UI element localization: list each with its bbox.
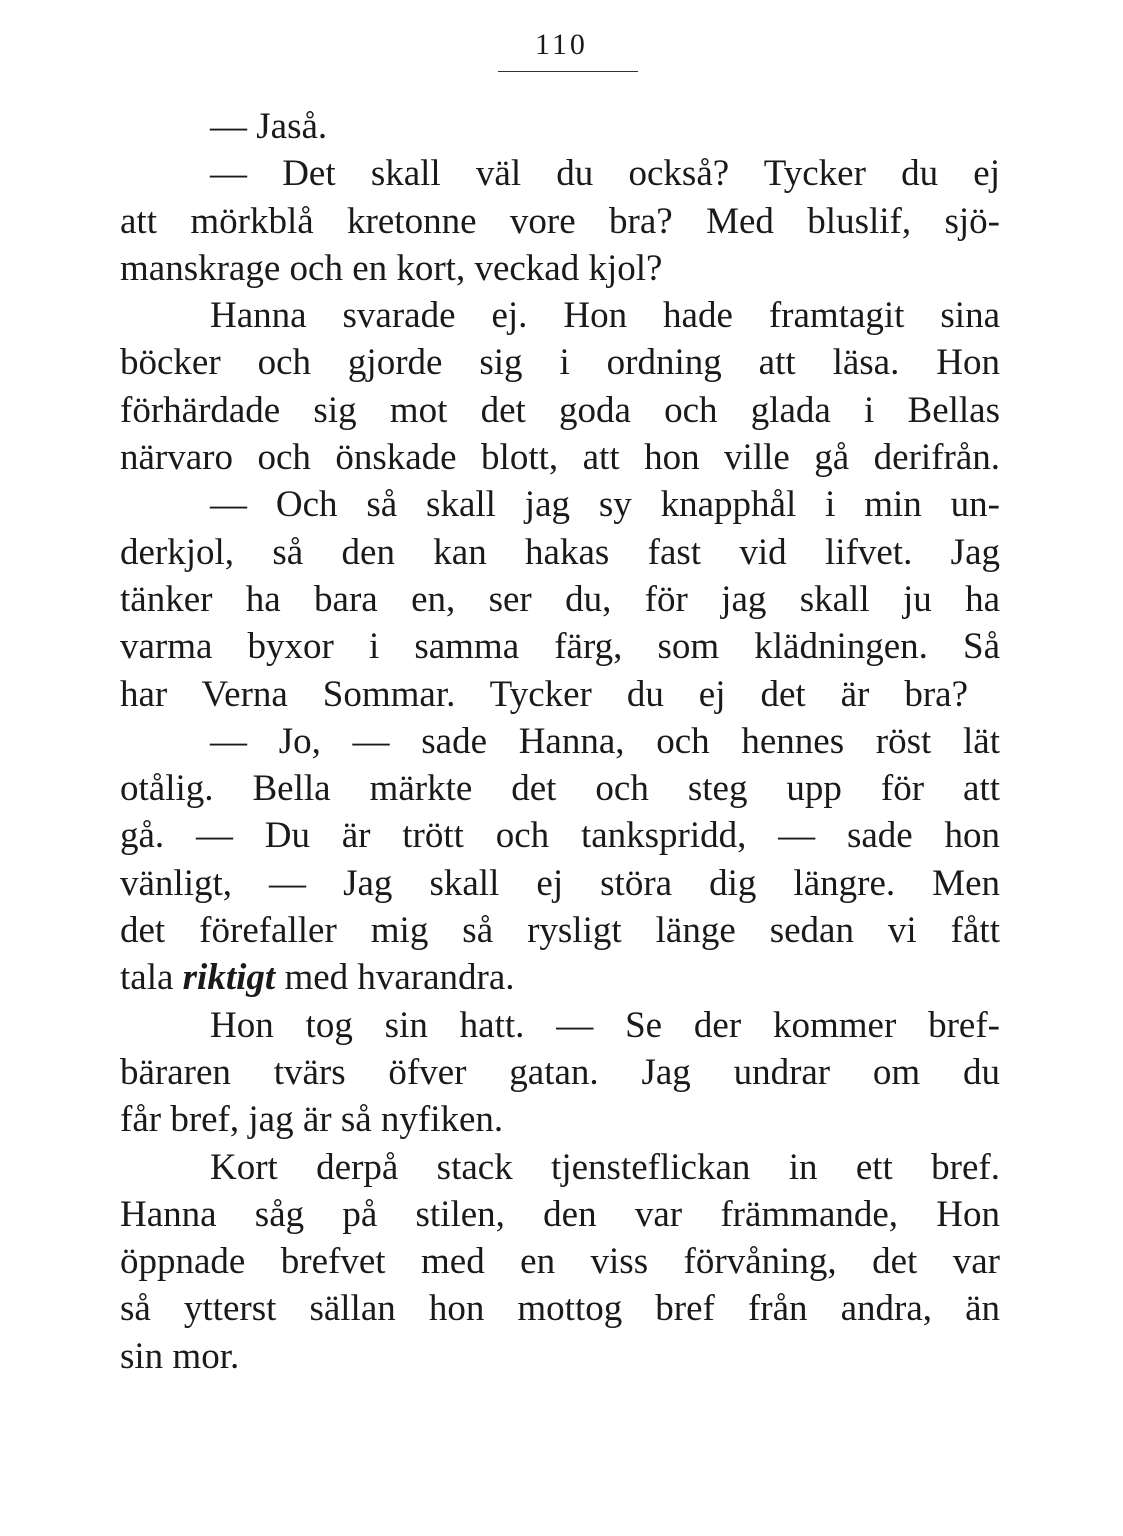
text-line: får bref, jag är så nyfiken. bbox=[120, 1099, 504, 1141]
text-line: öppnade brefvet med en viss förvåning, det var bbox=[120, 1241, 1000, 1283]
text-line: bäraren tvärs öfver gatan. Jag undrar om du bbox=[120, 1051, 1000, 1093]
page-number-rule bbox=[498, 71, 638, 72]
body-text bbox=[120, 103, 1000, 1380]
text-line: — Och så skall jag sy knapphål i min un- bbox=[210, 484, 1000, 526]
text-line bbox=[120, 954, 1000, 1001]
page-number: 110 bbox=[535, 28, 588, 61]
text-segment: med hvarandra. bbox=[275, 957, 515, 999]
text-line: närvaro och önskade blott, att hon ville gå derifrån. bbox=[120, 437, 1000, 479]
text-line: tänker ha bara en, ser du, för jag skall ju ha bbox=[120, 578, 1000, 620]
emphasized-word: riktigt bbox=[182, 957, 276, 999]
text-line: har Verna Sommar. Tycker du ej det är bra? bbox=[120, 673, 968, 715]
text-line: — Jo, — sade Hanna, och hennes röst lät bbox=[210, 720, 1000, 762]
text-line: gå. — Du är trött och tankspridd, — sade hon bbox=[120, 815, 1000, 857]
text-line: sin mor. bbox=[120, 1335, 240, 1377]
text-line: Kort derpå stack tjensteflickan in ett bref. bbox=[210, 1146, 1000, 1188]
text-line: vänligt, — Jag skall ej störa dig längre. Men bbox=[120, 862, 1000, 904]
text-line: förhärdade sig mot det goda och glada i Bellas bbox=[120, 389, 1000, 431]
text-line: — Jaså. bbox=[210, 106, 328, 147]
text-line: att mörkblå kretonne vore bra? Med bluslif, sjö- bbox=[120, 200, 1000, 242]
text-line: otålig. Bella märkte det och steg upp för att bbox=[120, 768, 1000, 810]
text-segment: tala bbox=[120, 957, 183, 999]
text-line: så ytterst sällan hon mottog bref från andra, än bbox=[120, 1288, 1000, 1330]
text-line: det förefaller mig så rysligt länge sedan vi fått bbox=[120, 910, 1000, 952]
text-line: varma byxor i samma färg, som klädningen. Så bbox=[120, 626, 1000, 668]
text-line: Hanna svarade ej. Hon hade framtagit sina bbox=[210, 295, 1000, 337]
text-line: Hon tog sin hatt. — Se der kommer bref- bbox=[210, 1004, 1000, 1046]
text-line: — Det skall väl du också? Tycker du ej bbox=[210, 153, 1000, 195]
text-line: Hanna såg på stilen, den var främmande, Hon bbox=[120, 1193, 1000, 1235]
text-line: manskrage och en kort, veckad kjol? bbox=[120, 247, 663, 289]
text-line: böcker och gjorde sig i ordning att läsa. Hon bbox=[120, 342, 1000, 384]
text-line: derkjol, så den kan hakas fast vid lifvet. Jag bbox=[120, 531, 1000, 573]
